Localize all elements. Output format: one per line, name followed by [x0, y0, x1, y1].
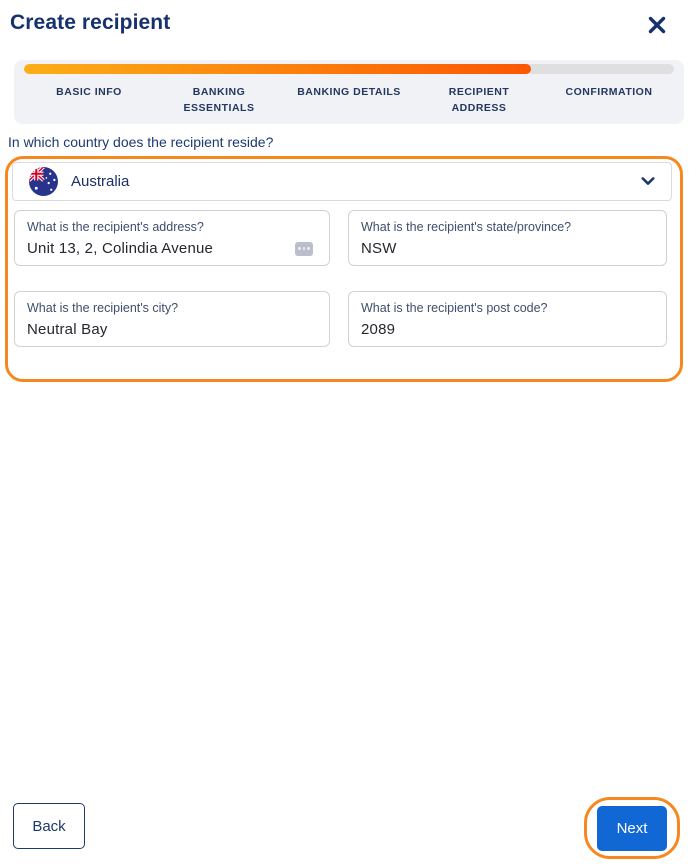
progress-fill	[24, 64, 531, 74]
post-code-field-label: What is the recipient's post code?	[361, 301, 548, 315]
close-icon-glyph	[647, 15, 667, 35]
country-question: In which country does the recipient reside?	[8, 134, 274, 150]
stepper	[14, 60, 684, 124]
step-labels	[24, 85, 674, 117]
post-code-field-value: 2089	[361, 321, 396, 338]
city-field-label: What is the recipient's city?	[27, 301, 179, 315]
back-button[interactable]: Back	[13, 803, 85, 849]
step-recipient-address: RECIPIENT ADDRESS	[448, 86, 510, 114]
progress-track	[24, 64, 674, 74]
state-province-field[interactable]	[348, 210, 667, 266]
step-confirmation: CONFIRMATION	[565, 86, 653, 98]
autofill-dots-icon[interactable]	[295, 242, 313, 256]
australia-flag-icon	[29, 167, 58, 196]
country-select[interactable]	[12, 162, 672, 201]
step-banking-details: BANKING DETAILS	[297, 86, 401, 98]
address-field-value: Unit 13, 2, Colindia Avenue	[27, 240, 214, 257]
state-province-field-value: NSW	[361, 240, 397, 257]
address-field-label: What is the recipient's address?	[27, 220, 204, 234]
address-field[interactable]	[14, 210, 330, 266]
close-icon[interactable]	[645, 13, 669, 37]
step-basic-info: BASIC INFO	[56, 86, 122, 98]
chevron-down-icon	[641, 177, 655, 186]
post-code-field[interactable]	[348, 291, 667, 347]
annotation-ring-next	[584, 797, 680, 859]
page-title: Create recipient	[10, 11, 171, 34]
next-button[interactable]: Next	[597, 806, 667, 851]
city-field[interactable]	[14, 291, 330, 347]
step-banking-essentials: BANKING ESSENTIALS	[183, 86, 255, 114]
state-province-field-label: What is the recipient's state/province?	[361, 220, 572, 234]
city-field-value: Neutral Bay	[27, 321, 108, 338]
country-select-value: Australia	[71, 173, 130, 190]
